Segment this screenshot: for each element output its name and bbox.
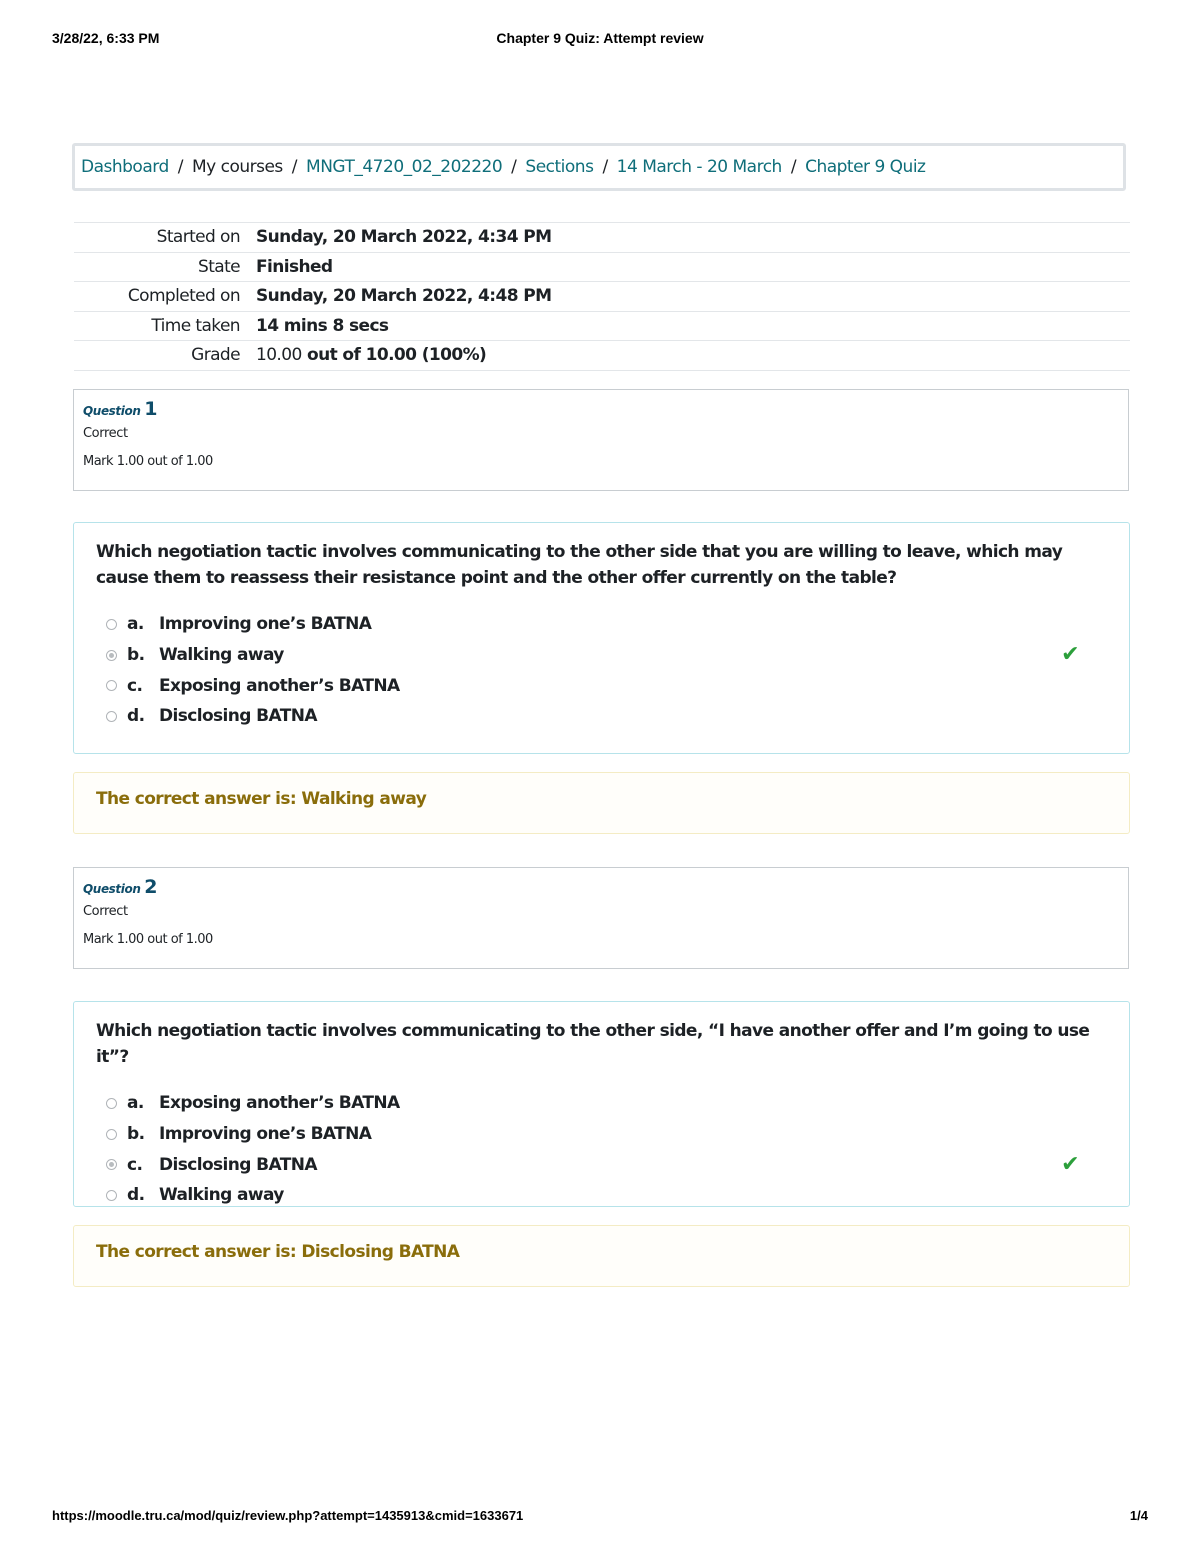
question-num: 1 <box>144 398 158 420</box>
radio-button[interactable] <box>106 680 117 691</box>
summary-label: Started on <box>156 227 240 248</box>
summary-row-state <box>74 252 1130 282</box>
summary-label: Grade <box>191 345 240 366</box>
answer-letter: d. <box>127 706 145 727</box>
breadcrumb-separator: / <box>790 157 797 177</box>
question-state: Correct <box>83 904 128 919</box>
answer-text: Improving one’s BATNA <box>159 1124 372 1145</box>
answer-letter: c. <box>127 675 143 696</box>
breadcrumb-separator: / <box>602 157 608 177</box>
radio-button[interactable] <box>106 1129 117 1140</box>
question-formulation <box>73 522 1130 754</box>
breadcrumb-course[interactable]: MNGT_4720_02_202220 <box>306 157 503 177</box>
question-label: Question <box>83 404 141 418</box>
answer-letter: a. <box>127 1093 144 1114</box>
question-mark: Mark 1.00 out of 1.00 <box>83 454 213 469</box>
radio-button[interactable] <box>106 711 117 722</box>
summary-value: 14 mins 8 secs <box>256 315 389 336</box>
summary-row-completed <box>74 282 1130 312</box>
answer-letter: b. <box>127 1124 145 1145</box>
answer-letter: c. <box>127 1154 143 1175</box>
question-info <box>73 389 1129 491</box>
radio-button[interactable] <box>106 1190 117 1201</box>
question-text: Which negotiation tactic involves communicating to the other side, “I have another offer and I’m going to use it”? <box>96 1021 1090 1067</box>
breadcrumb-separator: / <box>177 157 183 177</box>
attempt-summary-table <box>74 222 1130 371</box>
summary-value <box>256 341 1130 371</box>
correct-answer-feedback: The correct answer is: Disclosing BATNA <box>73 1225 1130 1287</box>
question-text: Which negotiation tactic involves communicating to the other side that you are willing to leave, which may cause them to reassess their resistance point and the other offer currently on the table? <box>96 542 1063 588</box>
answer-text: Improving one’s BATNA <box>159 614 372 635</box>
print-footer <box>52 1508 1148 1528</box>
answer-option-selected[interactable] <box>96 1149 1107 1180</box>
answer-letter: a. <box>127 614 144 635</box>
question-info <box>73 867 1129 969</box>
answer-text: Walking away <box>159 1185 284 1206</box>
breadcrumb-separator: / <box>291 157 298 177</box>
question-formulation <box>73 1001 1130 1207</box>
answer-option[interactable] <box>96 1088 1107 1119</box>
page-number: 1/4 <box>1129 1508 1148 1523</box>
summary-value: Sunday, 20 March 2022, 4:34 PM <box>256 227 552 248</box>
answer-text: Disclosing BATNA <box>159 706 317 727</box>
answer-list <box>96 1088 1107 1211</box>
question-num: 2 <box>144 876 158 898</box>
summary-row-grade <box>74 341 1130 371</box>
print-url: https://moodle.tru.ca/mod/quiz/review.php?attempt=1435913&cmid=1633671 <box>52 1508 524 1523</box>
question-number <box>83 876 1119 898</box>
summary-label: Completed on <box>127 286 240 307</box>
breadcrumb-dashboard[interactable]: Dashboard <box>81 157 169 177</box>
summary-value: Finished <box>256 256 333 277</box>
radio-button-selected[interactable] <box>106 650 117 661</box>
answer-option-selected[interactable] <box>96 640 1107 671</box>
radio-button[interactable] <box>106 1098 117 1109</box>
answer-option[interactable] <box>96 1119 1107 1150</box>
breadcrumb <box>72 143 1126 191</box>
grade-total: out of 10.00 (100%) <box>307 345 487 366</box>
grade-score: 10.00 <box>256 345 302 366</box>
breadcrumb-week[interactable]: 14 March - 20 March <box>616 157 782 177</box>
summary-value: Sunday, 20 March 2022, 4:48 PM <box>256 286 552 307</box>
breadcrumb-quiz[interactable]: Chapter 9 Quiz <box>805 157 926 177</box>
summary-label: Time taken <box>151 315 240 336</box>
question-state: Correct <box>83 426 128 441</box>
correct-answer-feedback: The correct answer is: Walking away <box>73 772 1130 834</box>
summary-label: State <box>198 256 240 277</box>
answer-list <box>96 609 1107 732</box>
answer-letter: b. <box>127 645 145 666</box>
answer-text: Exposing another’s BATNA <box>159 1093 400 1114</box>
radio-button[interactable] <box>106 619 117 630</box>
answer-option[interactable] <box>96 670 1107 701</box>
breadcrumb-separator: / <box>511 157 517 177</box>
answer-option[interactable] <box>96 701 1107 732</box>
answer-letter: d. <box>127 1185 145 1206</box>
answer-text: Disclosing BATNA <box>159 1154 317 1175</box>
print-datetime: 3/28/22, 6:33 PM <box>52 30 160 46</box>
question-mark: Mark 1.00 out of 1.00 <box>83 932 213 947</box>
correct-check-icon: ✔ <box>1061 642 1079 668</box>
print-header <box>52 30 1148 50</box>
summary-row-time <box>74 311 1130 341</box>
breadcrumb-my-courses: My courses <box>191 157 283 177</box>
question-label: Question <box>83 882 141 896</box>
print-title: Chapter 9 Quiz: Attempt review <box>496 30 704 46</box>
summary-row-started <box>74 223 1130 253</box>
question-number <box>83 398 1119 420</box>
answer-text: Walking away <box>159 645 284 666</box>
answer-option[interactable] <box>96 1180 1107 1211</box>
breadcrumb-sections[interactable]: Sections <box>525 157 594 177</box>
correct-check-icon: ✔ <box>1061 1151 1079 1177</box>
answer-text: Exposing another’s BATNA <box>159 675 400 696</box>
radio-button-selected[interactable] <box>106 1159 117 1170</box>
answer-option[interactable] <box>96 609 1107 640</box>
